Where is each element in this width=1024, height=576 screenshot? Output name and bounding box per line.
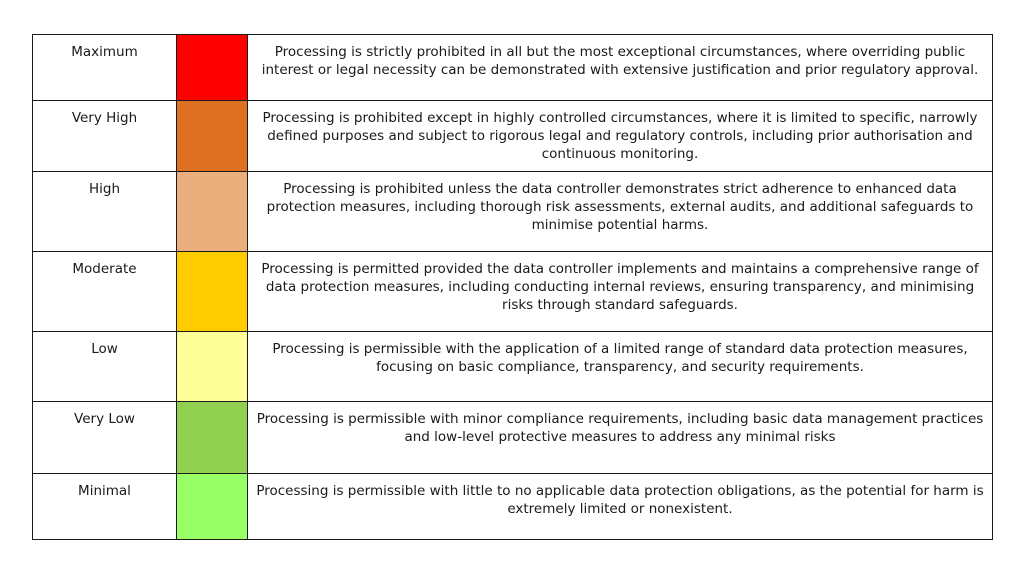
risk-color-swatch (177, 402, 248, 474)
risk-description: Processing is prohibited unless the data controller demonstrates strict adherence to enhanced data protection measures, including thorough risk assessments, external audits, and additional safeguards to minimise potential harms. (248, 172, 993, 252)
risk-level-label: Very Low (33, 402, 177, 474)
risk-level-label: Low (33, 332, 177, 402)
risk-color-swatch (177, 35, 248, 101)
table-row (33, 35, 993, 101)
risk-level-label: Moderate (33, 252, 177, 332)
risk-level-table (32, 34, 993, 540)
table-row (33, 332, 993, 402)
risk-level-label: Maximum (33, 35, 177, 101)
risk-description: Processing is permitted provided the data controller implements and maintains a comprehensive range of data protection measures, including conducting internal reviews, ensuring transparency, and minimising risks through standard safeguards. (248, 252, 993, 332)
risk-description: Processing is strictly prohibited in all but the most exceptional circumstances, where overriding public interest or legal necessity can be demonstrated with extensive justification and prior regulatory approval. (248, 35, 993, 101)
risk-description: Processing is permissible with the application of a limited range of standard data protection measures, focusing on basic compliance, transparency, and security requirements. (248, 332, 993, 402)
risk-description: Processing is permissible with minor compliance requirements, including basic data management practices and low-level protective measures to address any minimal risks (248, 402, 993, 474)
risk-description: Processing is prohibited except in highly controlled circumstances, where it is limited to specific, narrowly defined purposes and subject to rigorous legal and regulatory controls, including prior authorisation and continuous monitoring. (248, 101, 993, 172)
table-row (33, 252, 993, 332)
risk-color-swatch (177, 252, 248, 332)
table-row (33, 402, 993, 474)
risk-color-swatch (177, 101, 248, 172)
risk-color-swatch (177, 474, 248, 540)
risk-level-label: High (33, 172, 177, 252)
risk-level-label: Very High (33, 101, 177, 172)
risk-description: Processing is permissible with little to no applicable data protection obligations, as the potential for harm is extremely limited or nonexistent. (248, 474, 993, 540)
risk-level-label: Minimal (33, 474, 177, 540)
table-row (33, 172, 993, 252)
table-row (33, 101, 993, 172)
risk-color-swatch (177, 332, 248, 402)
risk-color-swatch (177, 172, 248, 252)
table-row (33, 474, 993, 540)
